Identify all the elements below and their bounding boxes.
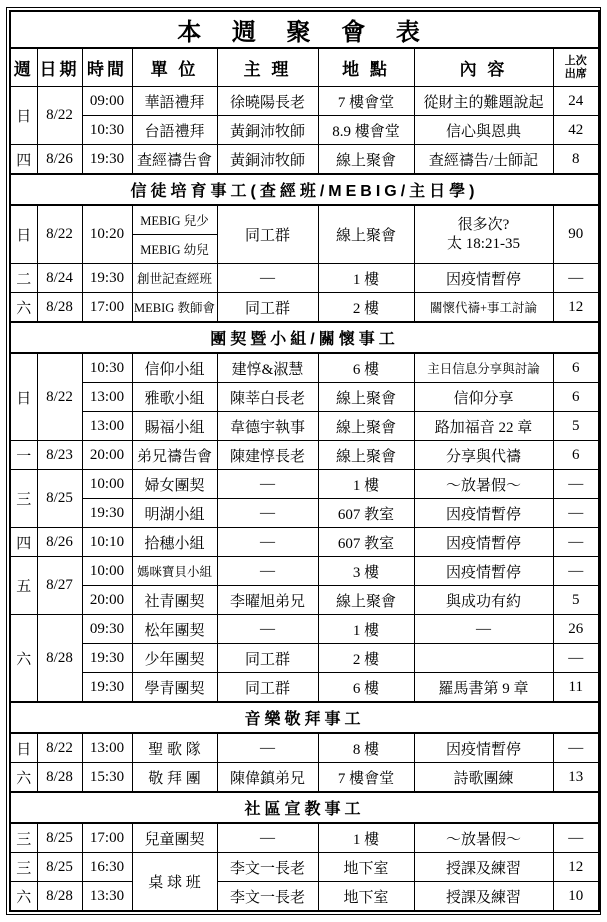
content-cell: 分享與代禱 — [414, 441, 553, 470]
attendance-cell: 12 — [553, 853, 599, 882]
unit-cell: 婦女團契 — [132, 470, 217, 499]
week-cell: 五 — [10, 557, 37, 615]
table-row — [10, 528, 599, 557]
content-cell: 羅馬書第 9 章 — [414, 673, 553, 703]
leader-cell: ― — [217, 470, 318, 499]
leader-cell: 同工群 — [217, 673, 318, 703]
content-cell: 從財主的難題說起 — [414, 87, 553, 116]
unit-cell: 拾穗小組 — [132, 528, 217, 557]
content-cell: 授課及練習 — [414, 853, 553, 882]
week-cell: 三 — [10, 823, 37, 853]
section-header-music: 音樂敬拜事工 — [10, 702, 599, 733]
content-cell — [414, 644, 553, 673]
week-cell: 六 — [10, 882, 37, 912]
attendance-cell: ― — [553, 823, 599, 853]
col-header-time: 時間 — [82, 48, 132, 87]
attendance-cell: 24 — [553, 87, 599, 116]
attendance-cell: 5 — [553, 586, 599, 615]
time-cell: 19:30 — [82, 673, 132, 703]
time-cell: 10:20 — [82, 205, 132, 264]
time-cell: 17:00 — [82, 293, 132, 323]
col-header-attendance-line1: 上次 — [564, 54, 587, 67]
place-cell: 7 樓會堂 — [318, 87, 414, 116]
date-cell: 8/28 — [37, 615, 82, 703]
content-cell — [414, 205, 553, 264]
content-cell: 與成功有約 — [414, 586, 553, 615]
unit-cell: 華語禮拜 — [132, 87, 217, 116]
table-row — [10, 823, 599, 853]
table-row — [10, 644, 599, 673]
place-cell: 8.9 樓會堂 — [318, 116, 414, 145]
col-header-attendance-line2: 出席 — [564, 67, 587, 80]
content-cell: 信仰分享 — [414, 383, 553, 412]
date-cell: 8/28 — [37, 763, 82, 793]
time-cell: 10:10 — [82, 528, 132, 557]
table-row — [10, 205, 599, 235]
table-row — [10, 145, 599, 175]
unit-cell: 明湖小組 — [132, 499, 217, 528]
content-line2: 太 18:21-35 — [447, 235, 520, 252]
section-header-community: 社區宣教事工 — [10, 792, 599, 823]
date-cell: 8/28 — [37, 882, 82, 912]
date-cell: 8/25 — [37, 823, 82, 853]
unit-cell: 賜福小組 — [132, 412, 217, 441]
date-cell: 8/26 — [37, 145, 82, 175]
leader-cell: 陳偉鎮弟兄 — [217, 763, 318, 793]
week-cell: 日 — [10, 205, 37, 264]
table-row — [10, 882, 599, 912]
time-cell: 19:30 — [82, 264, 132, 293]
attendance-cell: 13 — [553, 763, 599, 793]
section-header-row — [10, 792, 599, 823]
leader-cell: 同工群 — [217, 644, 318, 673]
content-cell: 因疫情暫停 — [414, 528, 553, 557]
content-cell: 查經禱告/士師記 — [414, 145, 553, 175]
content-cell: 因疫情暫停 — [414, 499, 553, 528]
table-row — [10, 499, 599, 528]
col-header-week: 週 — [10, 48, 37, 87]
place-cell: 607 教室 — [318, 528, 414, 557]
leader-cell: 陳建惇長老 — [217, 441, 318, 470]
date-cell: 8/22 — [37, 353, 82, 441]
leader-cell: 徐曉陽長老 — [217, 87, 318, 116]
week-cell: 二 — [10, 264, 37, 293]
unit-cell: 查經禱告會 — [132, 145, 217, 175]
place-cell: 線上聚會 — [318, 205, 414, 264]
attendance-cell: ― — [553, 264, 599, 293]
table-row — [10, 116, 599, 145]
table-row — [10, 733, 599, 763]
time-cell: 13:30 — [82, 882, 132, 912]
time-cell: 15:30 — [82, 763, 132, 793]
week-cell: 四 — [10, 145, 37, 175]
place-cell: 線上聚會 — [318, 145, 414, 175]
place-cell: 地下室 — [318, 853, 414, 882]
place-cell: 線上聚會 — [318, 441, 414, 470]
place-cell: 線上聚會 — [318, 586, 414, 615]
title-row — [10, 11, 599, 48]
week-cell: 日 — [10, 733, 37, 763]
place-cell: 6 樓 — [318, 353, 414, 383]
content-cell: 授課及練習 — [414, 882, 553, 912]
content-cell: ― — [414, 615, 553, 644]
time-cell: 10:30 — [82, 116, 132, 145]
week-cell: 日 — [10, 353, 37, 441]
leader-cell: 黃銅沛牧師 — [217, 145, 318, 175]
date-cell: 8/22 — [37, 733, 82, 763]
attendance-cell: 42 — [553, 116, 599, 145]
content-cell: 關懷代禱+事工討論 — [414, 293, 553, 323]
leader-cell: ― — [217, 264, 318, 293]
table-row — [10, 412, 599, 441]
attendance-cell: 11 — [553, 673, 599, 703]
leader-cell: ― — [217, 733, 318, 763]
unit-cell: 雅歌小組 — [132, 383, 217, 412]
attendance-cell: 26 — [553, 615, 599, 644]
week-cell: 四 — [10, 528, 37, 557]
place-cell: 線上聚會 — [318, 383, 414, 412]
attendance-cell: 6 — [553, 441, 599, 470]
table-row — [10, 853, 599, 882]
table-row — [10, 441, 599, 470]
content-cell: 因疫情暫停 — [414, 557, 553, 586]
attendance-cell: 6 — [553, 383, 599, 412]
table-row — [10, 586, 599, 615]
attendance-cell: ― — [553, 644, 599, 673]
attendance-cell: ― — [553, 557, 599, 586]
unit-cell: 弟兄禱告會 — [132, 441, 217, 470]
unit-cell: MEBIG 幼兒 — [132, 235, 217, 264]
leader-cell: ― — [217, 615, 318, 644]
content-cell: 詩歌團練 — [414, 763, 553, 793]
place-cell: 1 樓 — [318, 264, 414, 293]
content-cell: 路加福音 22 章 — [414, 412, 553, 441]
place-cell: 8 樓 — [318, 733, 414, 763]
time-cell: 20:00 — [82, 586, 132, 615]
col-header-place: 地 點 — [318, 48, 414, 87]
col-header-date: 日期 — [37, 48, 82, 87]
attendance-cell: ― — [553, 528, 599, 557]
table-row — [10, 353, 599, 383]
week-cell: 六 — [10, 763, 37, 793]
date-cell: 8/23 — [37, 441, 82, 470]
unit-cell: 創世記查經班 — [132, 264, 217, 293]
section-header-row — [10, 322, 599, 353]
time-cell: 17:00 — [82, 823, 132, 853]
leader-cell: 李文一長老 — [217, 853, 318, 882]
date-cell: 8/26 — [37, 528, 82, 557]
time-cell: 19:30 — [82, 499, 132, 528]
leader-cell: 韋德宇執事 — [217, 412, 318, 441]
time-cell: 13:00 — [82, 383, 132, 412]
table-row — [10, 763, 599, 793]
place-cell: 3 樓 — [318, 557, 414, 586]
table-row — [10, 383, 599, 412]
place-cell: 1 樓 — [318, 823, 414, 853]
section-header-nurture: 信徒培育事工(查經班/MEBIG/主日學) — [10, 174, 599, 205]
unit-cell: 松年團契 — [132, 615, 217, 644]
section-header-row — [10, 174, 599, 205]
attendance-cell: 6 — [553, 353, 599, 383]
col-header-unit: 單 位 — [132, 48, 217, 87]
time-cell: 10:30 — [82, 353, 132, 383]
table-row — [10, 557, 599, 586]
place-cell: 6 樓 — [318, 673, 414, 703]
leader-cell: 陳莘白長老 — [217, 383, 318, 412]
leader-cell: 李文一長老 — [217, 882, 318, 912]
content-cell: ～放暑假～ — [414, 470, 553, 499]
time-cell: 09:30 — [82, 615, 132, 644]
page-title: 本 週 聚 會 表 — [10, 11, 599, 48]
unit-cell: 媽咪寶貝小組 — [132, 557, 217, 586]
week-cell: 六 — [10, 615, 37, 703]
table-outer-frame — [6, 7, 601, 915]
date-cell: 8/25 — [37, 470, 82, 528]
table-row — [10, 673, 599, 703]
attendance-cell: ― — [553, 733, 599, 763]
unit-cell: 敬 拜 團 — [132, 763, 217, 793]
col-header-content: 內 容 — [414, 48, 553, 87]
time-cell: 13:00 — [82, 733, 132, 763]
week-cell: 日 — [10, 87, 37, 145]
unit-cell: 信仰小組 — [132, 353, 217, 383]
table-row — [10, 87, 599, 116]
section-header-fellowship: 團契暨小組/關懷事工 — [10, 322, 599, 353]
date-cell: 8/22 — [37, 205, 82, 264]
table-row — [10, 470, 599, 499]
unit-cell: 聖 歌 隊 — [132, 733, 217, 763]
content-cell: 因疫情暫停 — [414, 264, 553, 293]
place-cell: 線上聚會 — [318, 412, 414, 441]
week-cell: 三 — [10, 470, 37, 528]
content-cell: 信心與恩典 — [414, 116, 553, 145]
content-cell: 主日信息分享與討論 — [414, 353, 553, 383]
col-header-attendance — [553, 48, 599, 87]
unit-cell: 桌 球 班 — [132, 853, 217, 912]
place-cell: 2 樓 — [318, 644, 414, 673]
unit-cell: 兒童團契 — [132, 823, 217, 853]
unit-cell: 學青團契 — [132, 673, 217, 703]
table-row — [10, 293, 599, 323]
date-cell: 8/25 — [37, 853, 82, 882]
time-cell: 10:00 — [82, 470, 132, 499]
col-header-leader: 主 理 — [217, 48, 318, 87]
leader-cell: ― — [217, 528, 318, 557]
place-cell: 地下室 — [318, 882, 414, 912]
attendance-cell: 10 — [553, 882, 599, 912]
time-cell: 13:00 — [82, 412, 132, 441]
unit-cell: MEBIG 教師會 — [132, 293, 217, 323]
week-cell: 三 — [10, 853, 37, 882]
unit-cell: 少年團契 — [132, 644, 217, 673]
leader-cell: 黃銅沛牧師 — [217, 116, 318, 145]
attendance-cell: 5 — [553, 412, 599, 441]
place-cell: 1 樓 — [318, 615, 414, 644]
unit-cell: 社青團契 — [132, 586, 217, 615]
place-cell: 607 教室 — [318, 499, 414, 528]
content-cell: ～放暑假～ — [414, 823, 553, 853]
unit-cell: MEBIG 兒少 — [132, 205, 217, 235]
table-row — [10, 264, 599, 293]
time-cell: 20:00 — [82, 441, 132, 470]
column-header-row — [10, 48, 599, 87]
date-cell: 8/27 — [37, 557, 82, 615]
date-cell: 8/22 — [37, 87, 82, 145]
attendance-cell: ― — [553, 499, 599, 528]
place-cell: 2 樓 — [318, 293, 414, 323]
leader-cell: ― — [217, 557, 318, 586]
time-cell: 19:30 — [82, 644, 132, 673]
leader-cell: 同工群 — [217, 205, 318, 264]
attendance-cell: 8 — [553, 145, 599, 175]
leader-cell: 李曜旭弟兄 — [217, 586, 318, 615]
leader-cell: 建惇&淑慧 — [217, 353, 318, 383]
weekly-meeting-table — [9, 10, 600, 912]
time-cell: 19:30 — [82, 145, 132, 175]
content-line1: 很多次? — [457, 216, 510, 233]
leader-cell: 同工群 — [217, 293, 318, 323]
section-header-row — [10, 702, 599, 733]
leader-cell: ― — [217, 823, 318, 853]
attendance-cell: 90 — [553, 205, 599, 264]
table-row — [10, 615, 599, 644]
time-cell: 16:30 — [82, 853, 132, 882]
week-cell: 一 — [10, 441, 37, 470]
date-cell: 8/28 — [37, 293, 82, 323]
date-cell: 8/24 — [37, 264, 82, 293]
content-cell: 因疫情暫停 — [414, 733, 553, 763]
attendance-cell: ― — [553, 470, 599, 499]
leader-cell: ― — [217, 499, 318, 528]
place-cell: 1 樓 — [318, 470, 414, 499]
attendance-cell: 12 — [553, 293, 599, 323]
week-cell: 六 — [10, 293, 37, 323]
time-cell: 10:00 — [82, 557, 132, 586]
place-cell: 7 樓會堂 — [318, 763, 414, 793]
time-cell: 09:00 — [82, 87, 132, 116]
unit-cell: 台語禮拜 — [132, 116, 217, 145]
